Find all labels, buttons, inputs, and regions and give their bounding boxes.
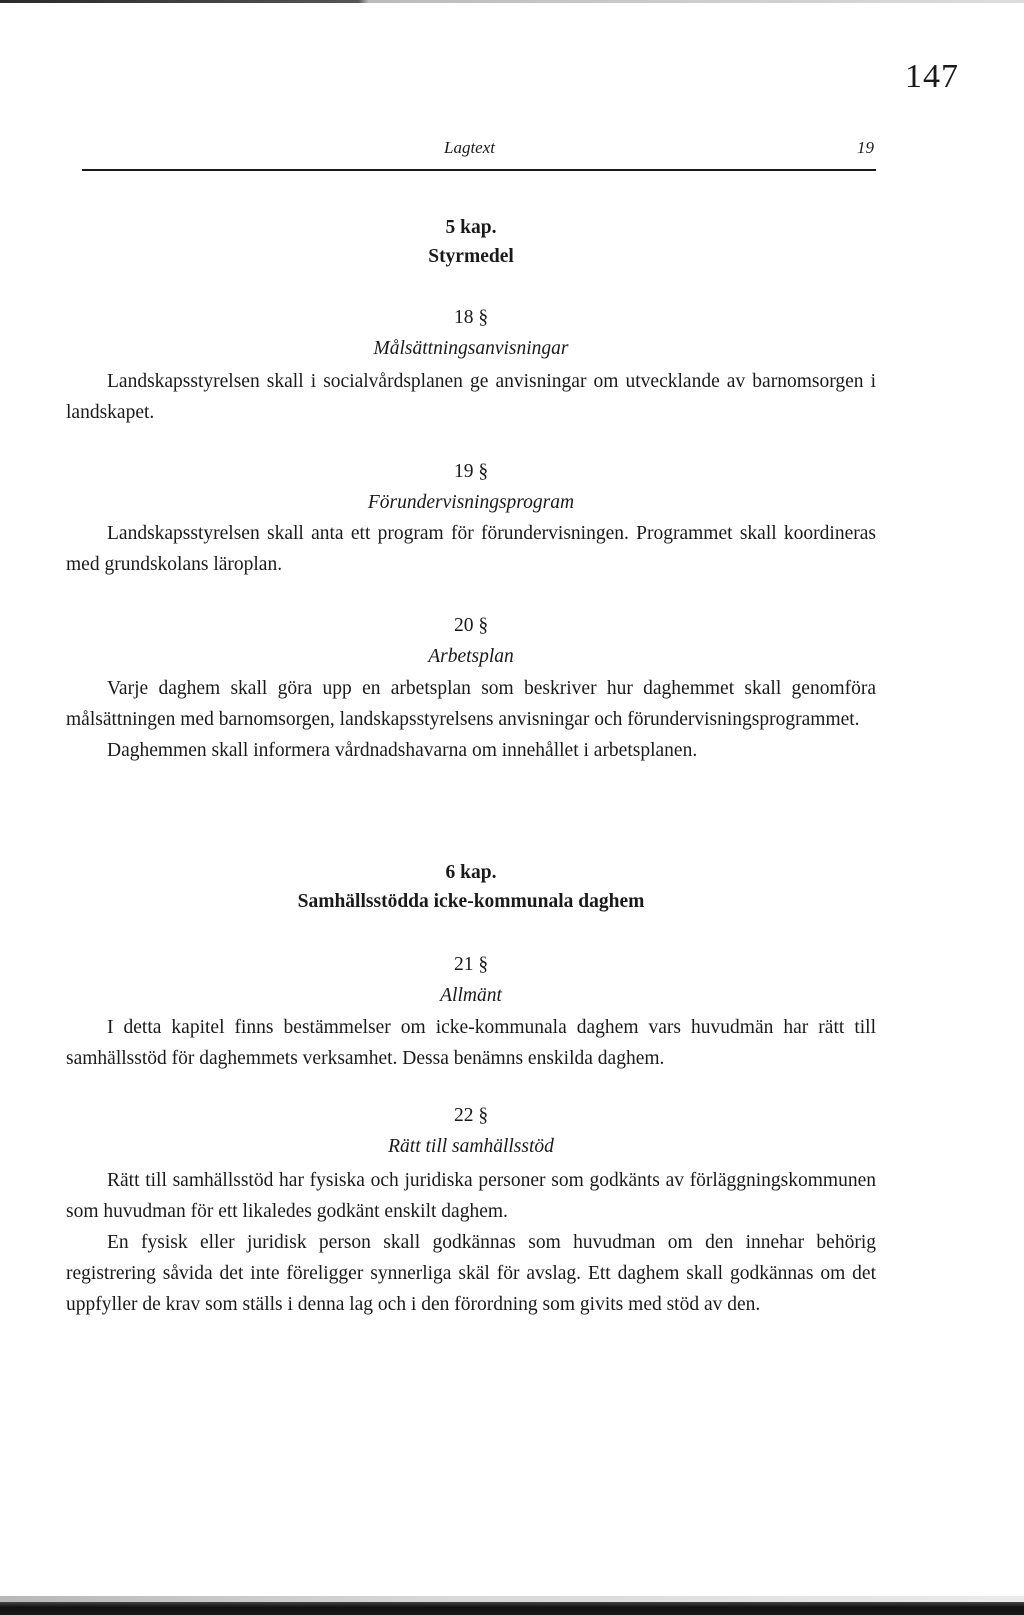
header-rule: [82, 169, 876, 171]
running-header-page: 19: [857, 138, 874, 157]
section-20-body: [66, 673, 876, 766]
section-18-title: Målsättningsanvisningar: [373, 338, 569, 359]
section-22-number: 22 §: [453, 1105, 489, 1126]
section-19-number: 19 §: [453, 461, 489, 482]
chapter-6-title: Samhällsstödda icke-kommunala daghem: [297, 891, 645, 912]
section-19-title: Förundervisningsprogram: [367, 492, 575, 513]
paragraph: En fysisk eller juridisk person skall godkännas som huvudman om den innehar behörig registrering såvida det inte föreligger synnerliga skäl för avslag. Ett daghem skall godkännas om det uppfyller de krav som ställs i denna lag och i den förordning som givits med stöd av den.: [66, 1232, 876, 1315]
section-21-body: [66, 1012, 876, 1074]
page-number: 147: [905, 58, 959, 95]
section-21-title: Allmänt: [440, 985, 502, 1006]
paragraph: Rätt till samhällsstöd har fysiska och juridiska personer som godkänts av förläggningskommunen som huvudman för ett likaledes godkänt enskilt daghem.: [66, 1170, 876, 1222]
section-22-body: [66, 1165, 876, 1320]
chapter-5-title: Styrmedel: [428, 246, 514, 267]
paragraph: Landskapsstyrelsen skall i socialvårdsplanen ge anvisningar om utvecklande av barnomsorgen i landskapet.: [66, 371, 876, 423]
paragraph: I detta kapitel finns bestämmelser om icke-kommunala daghem vars huvudmän har rätt till samhällsstöd för daghemmets verksamhet. Dessa benämns enskilda daghem.: [66, 1017, 876, 1069]
paragraph: Daghemmen skall informera vårdnadshavarna om innehållet i arbetsplanen.: [107, 740, 698, 761]
section-18-body: [66, 366, 876, 428]
running-header: [82, 136, 882, 164]
paragraph: Varje daghem skall göra upp en arbetsplan som beskriver hur daghemmet skall genomföra målsättningen med barnomsorgen, landskapsstyrelsens anvisningar och förundervisningsprogrammet.: [66, 678, 876, 730]
section-19-body: [66, 518, 876, 580]
chapter-6-heading: 6 kap.: [445, 862, 497, 883]
section-20-number: 20 §: [453, 615, 489, 636]
paragraph: Landskapsstyrelsen skall anta ett program för förundervisningen. Programmet skall koordineras med grundskolans läroplan.: [66, 523, 876, 575]
running-header-title: Lagtext: [444, 138, 495, 157]
section-21-number: 21 §: [453, 954, 489, 975]
scan-edge-top: [0, 0, 1024, 3]
section-20-title: Arbetsplan: [428, 646, 514, 667]
chapter-5-heading: 5 kap.: [445, 217, 497, 238]
scan-edge-bottom: [0, 1602, 1024, 1615]
section-22-title: Rätt till samhällsstöd: [388, 1136, 554, 1157]
section-18-number: 18 §: [453, 307, 489, 328]
